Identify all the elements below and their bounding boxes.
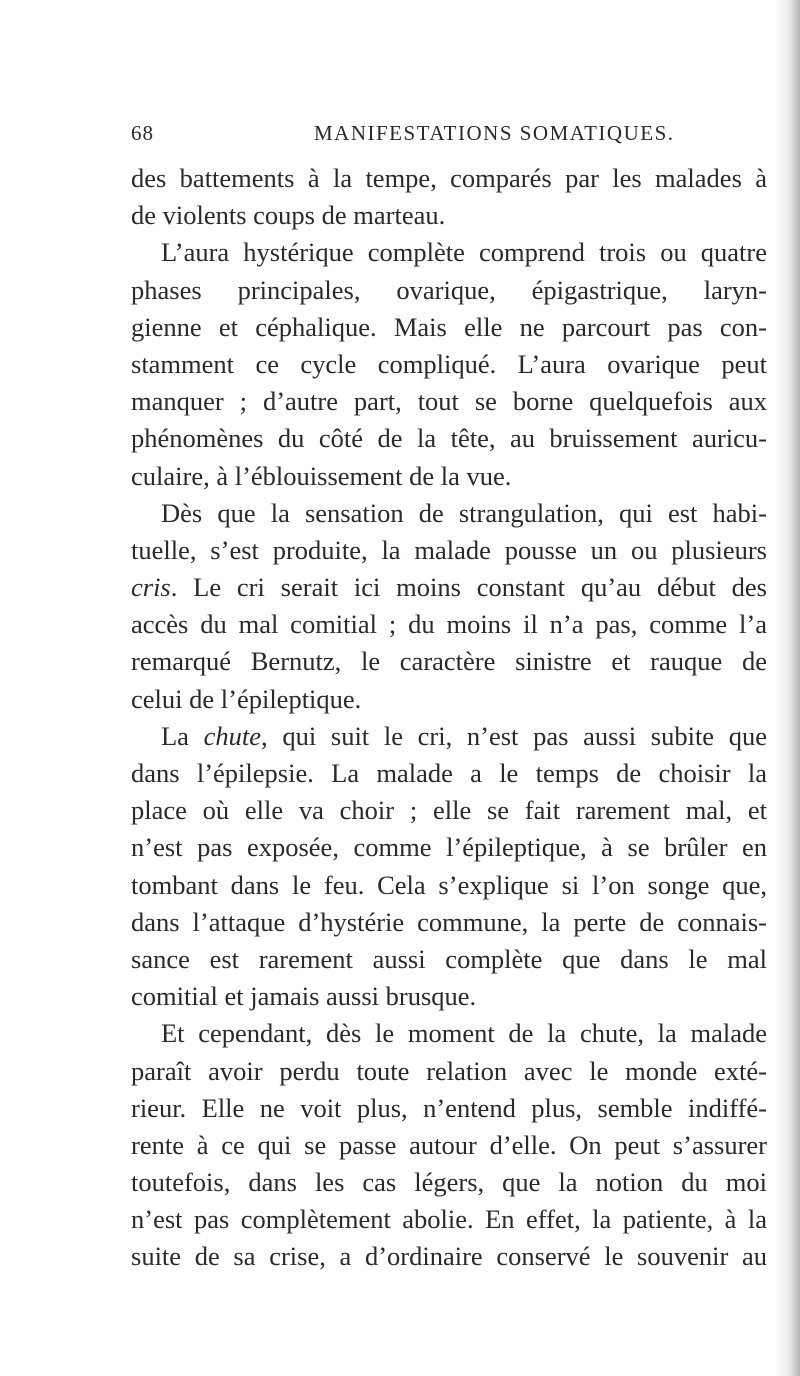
text-segment: tombant dans le feu. Cela s’explique si l’on songe que, [131,869,767,900]
text-segment: toutefois, dans les cas légers, que la notion du moi [131,1167,767,1198]
text-segment: accès du mal comitial ; du moins il n’a pas, comme l’a [131,609,767,640]
text-line [131,1201,767,1238]
text-line [131,1090,767,1127]
running-title: MANIFESTATIONS SOMATIQUES. [314,121,675,145]
text-segment: , qui suit le cri, n’est pas aussi subite que [261,720,768,751]
text-line [131,272,767,309]
text-segment: manquer ; d’autre part, tout se borne quelquefois aux [131,386,767,417]
text-line [131,867,767,904]
text-line [131,718,767,755]
text-line [131,681,767,718]
text-segment: de violents coups de marteau. [131,200,446,231]
text-line [131,420,767,457]
text-segment: suite de sa crise, a d’ordinaire conservé le souvenir au [131,1241,767,1272]
text-segment: . Le cri serait ici moins constant qu’au début des [170,572,767,603]
text-segment: n’est pas exposée, comme l’épileptique, à se brûler en [131,832,767,863]
text-segment: place où elle va choir ; elle se fait rarement mal, et [131,795,767,826]
text-segment: dans l’épilepsie. La malade a le temps de choisir la [131,758,767,788]
text-line [131,569,767,606]
text-segment: gienne et céphalique. Mais elle ne parcourt pas con- [131,311,767,342]
text-segment: Et cependant, dès le moment de la chute, la malade [161,1018,767,1049]
text-segment: phases principales, ovarique, épigastrique, laryn- [131,274,767,305]
page-number: 68 [131,121,154,145]
text-segment: n’est pas complètement abolie. En effet, la patiente, à la [131,1204,767,1235]
text-segment: paraît avoir perdu toute relation avec le monde exté- [131,1055,767,1086]
text-line [131,1238,767,1275]
text-segment: celui de l’épileptique. [131,683,362,714]
text-segment: stamment ce cycle compliqué. L’aura ovarique peut [131,348,767,379]
text-line [131,197,767,234]
text-line [131,383,767,420]
text-line [131,904,767,941]
text-segment: La [161,720,204,751]
text-segment: remarqué Bernutz, le caractère sinistre et rauque de [131,646,767,677]
text-line [131,1053,767,1090]
text-line [131,941,767,978]
running-head [131,121,691,151]
text-line [131,829,767,866]
body-text [131,160,767,1276]
text-segment: tuelle, s’est produite, la malade pousse un ou plusieurs [131,534,767,565]
text-segment: sance est rarement aussi complète que dans le mal [131,943,767,974]
italic-term: cris [131,572,171,603]
text-line [131,792,767,829]
text-line [131,532,767,569]
text-line [131,606,767,643]
page-edge-shadow [774,0,800,1376]
text-line [131,1015,767,1052]
text-line [131,458,767,495]
text-line [131,234,767,271]
text-line [131,978,767,1015]
text-segment: dans l’attaque d’hystérie commune, la perte de connais- [131,906,767,937]
text-segment: rente à ce qui se passe autour d’elle. On peut s’assurer [131,1129,767,1160]
text-segment: des battements à la tempe, comparés par les malades à [131,163,767,193]
text-segment: comitial et jamais aussi brusque. [131,981,477,1012]
text-line [131,346,767,383]
italic-term: chute [203,720,262,751]
text-segment: phénomènes du côté de la tête, au bruissement auricu- [131,423,767,454]
text-line [131,495,767,532]
text-line [131,1164,767,1201]
text-segment: culaire, à l’éblouissement de la vue. [131,460,512,491]
text-line [131,755,767,792]
text-segment: rieur. Elle ne voit plus, n’entend plus, semble indiffé- [131,1092,767,1123]
text-line [131,160,767,197]
text-segment: L’aura hystérique complète comprend trois ou quatre [161,237,767,268]
text-line [131,643,767,680]
text-segment: Dès que la sensation de strangulation, qui est habi- [161,497,767,528]
text-line [131,1127,767,1164]
text-line [131,309,767,346]
